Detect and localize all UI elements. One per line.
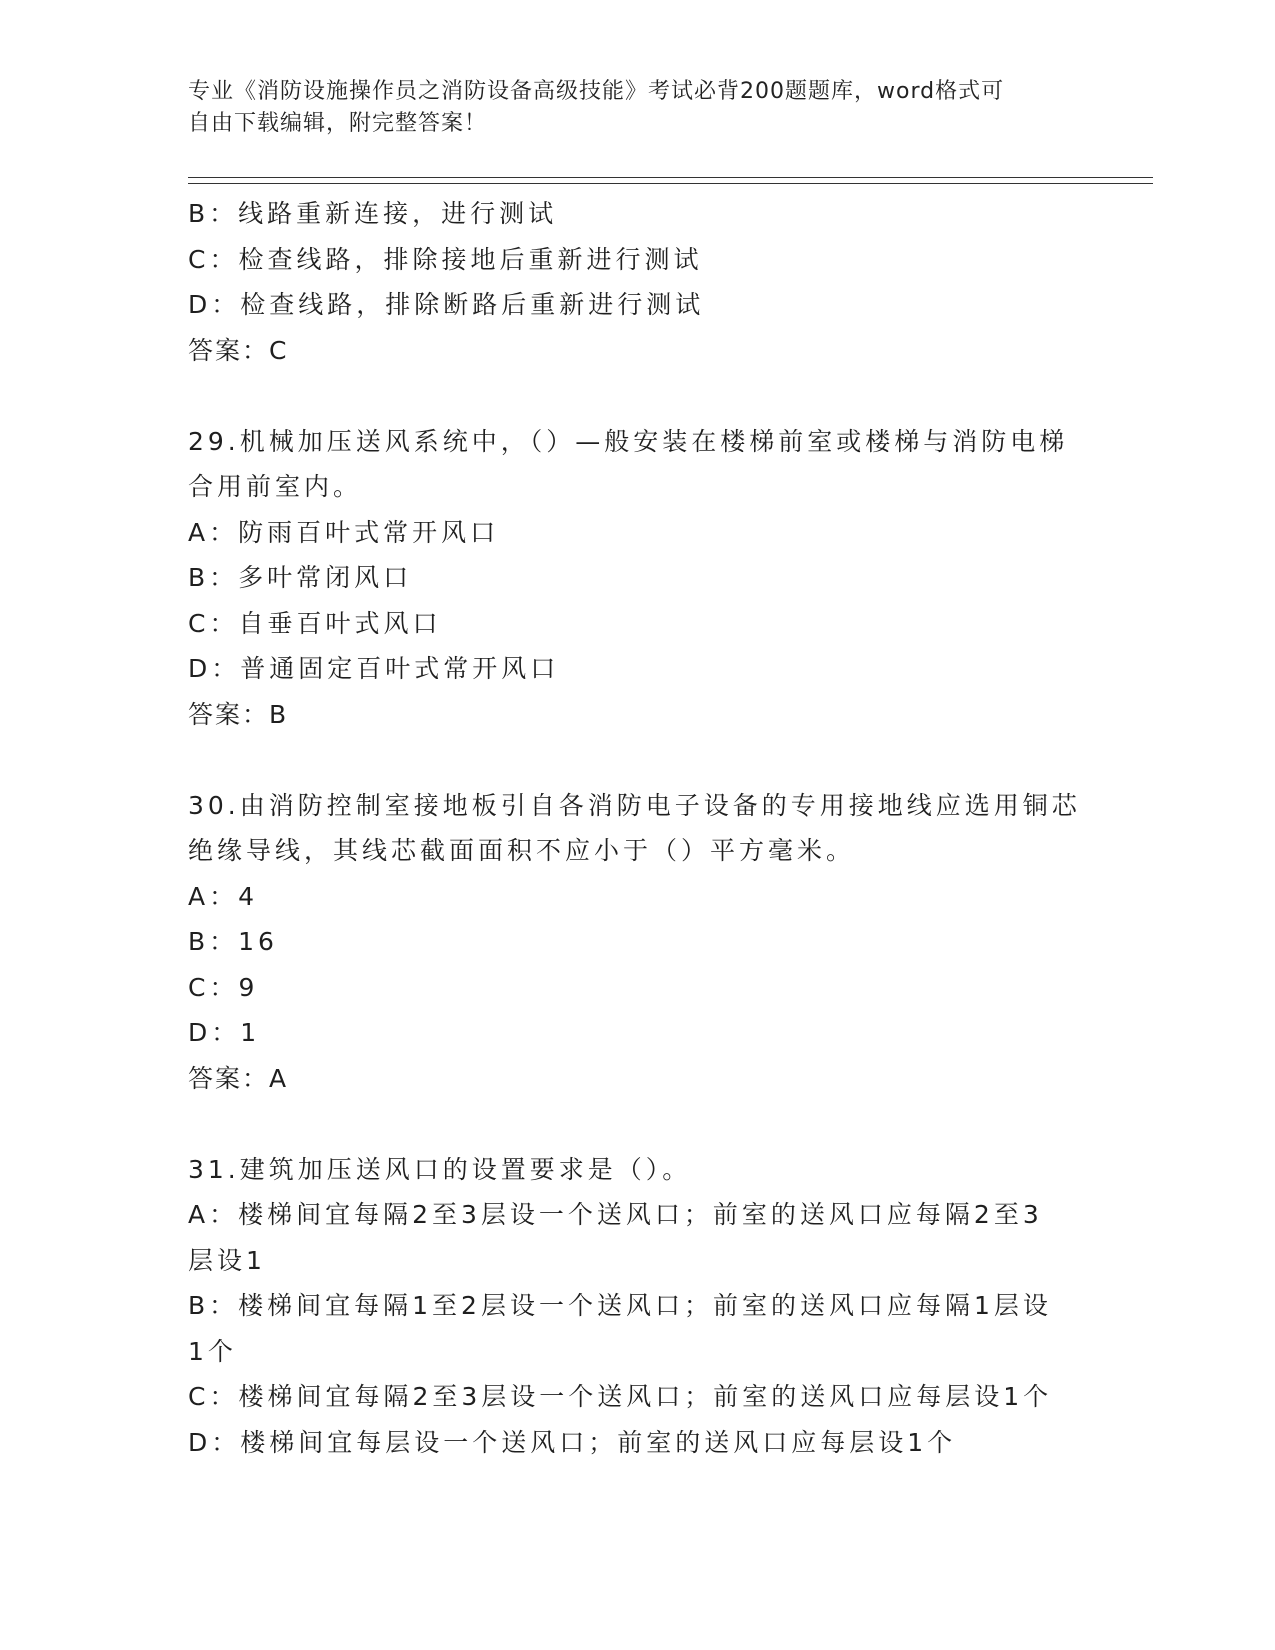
question-30-option-a: A：4 bbox=[188, 881, 259, 911]
question-31-option-a-cont: 层设1 bbox=[188, 1245, 266, 1275]
question-30-stem: 30.由消防控制室接地板引自各消防电子设备的专用接地线应选用铜芯 bbox=[188, 790, 1081, 820]
spacer bbox=[188, 737, 1088, 783]
option-c: C：检查线路，排除接地后重新进行测试 bbox=[188, 244, 703, 274]
header-divider-bottom bbox=[188, 183, 1153, 184]
question-31-option-a: A：楼梯间宜每隔2至3层设一个送风口；前室的送风口应每隔2至3 bbox=[188, 1200, 1043, 1229]
header-line-1: 专业《消防设施操作员之消防设备高级技能》考试必背200题题库，word格式可 bbox=[188, 79, 1005, 104]
question-30-option-d: D：1 bbox=[188, 1018, 261, 1047]
question-31-option-b: B：楼梯间宜每隔1至2层设一个送风口；前室的送风口应每隔1层设 bbox=[188, 1291, 1052, 1320]
question-31-option-c: C：楼梯间宜每隔2至3层设一个送风口；前室的送风口应每层设1个 bbox=[188, 1382, 1053, 1411]
spacer bbox=[188, 1101, 1088, 1147]
question-30-option-b: B：16 bbox=[188, 927, 278, 956]
question-29-option-d: D：普通固定百叶式常开风口 bbox=[188, 654, 560, 683]
question-30-stem-cont: 绝缘导线，其线芯截面面积不应小于（）平方毫米。 bbox=[188, 836, 856, 865]
header-divider-top bbox=[188, 177, 1153, 178]
question-29-option-a: A：防雨百叶式常开风口 bbox=[188, 517, 500, 547]
question-29-stem: 29.机械加压送风系统中，（）—般安装在楼梯前室或楼梯与消防电梯 bbox=[188, 426, 1069, 456]
question-31-option-b-cont: 1个 bbox=[188, 1336, 237, 1366]
question-30-option-c: C：9 bbox=[188, 972, 259, 1002]
spacer bbox=[188, 373, 1088, 419]
question-30-answer: 答案：A bbox=[188, 1063, 289, 1093]
question-29-option-b: B：多叶常闭风口 bbox=[188, 563, 413, 592]
answer-line: 答案：C bbox=[188, 335, 289, 365]
option-b: B：线路重新连接，进行测试 bbox=[188, 199, 558, 228]
question-content bbox=[188, 191, 1088, 1465]
header-line-2: 自由下载编辑，附完整答案！ bbox=[188, 111, 488, 136]
question-31-stem: 31.建筑加压送风口的设置要求是（）。 bbox=[188, 1154, 692, 1184]
question-31-option-d: D：楼梯间宜每层设一个送风口；前室的送风口应每层设1个 bbox=[188, 1427, 957, 1457]
question-29-option-c: C：自垂百叶式风口 bbox=[188, 608, 442, 638]
question-29-answer: 答案：B bbox=[188, 699, 289, 729]
question-29-stem-cont: 合用前室内。 bbox=[188, 472, 363, 501]
document-header bbox=[188, 76, 1068, 140]
option-d: D：检查线路，排除断路后重新进行测试 bbox=[188, 290, 705, 319]
